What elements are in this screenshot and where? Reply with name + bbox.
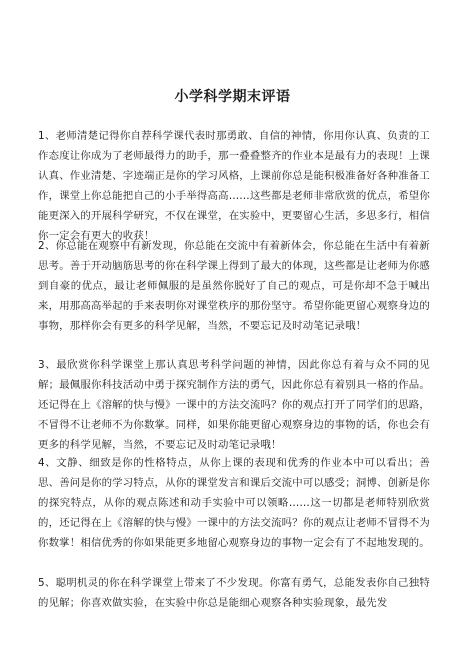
comment-paragraph-1: 1、老师清楚记得你自荐科学课代表时那勇敢、自信的神情，你用你认真、负责的工作态度让你成为了老师最得力的助手，那一叠叠整齐的作业本是最有力的表现！上课认真、作业清楚、字迹端正是你的学习风格，上课前你总是能积极准备好各种准备工作，课堂上你总能把自己的小手举得高高……这些都是老师非常欣赏的优点，希望你能更深入的开展科学研究，不仅在课堂，在实验中，更要留心生活，多思多行，相信你一定会有更大的收获！ — [38, 130, 430, 242]
comment-paragraph-2: 2、你总能在观察中有新发现，你总能在交流中有着新体会，你总能在生活中有着新思考。善于开动脑筋思考的你在科学课上得到了最大的体现，这些都是让老师为你感到自豪的优点，最让老师佩服的是虽然你脱好了自己的观点，可是你却不急于喊出来，用那高高举起的手来表明你对课堂秩序的那份坚守。希望你能更留心观察身边的事物，那样你会有更多的科学见解，当然，不要忘记及时动笔记录哦！ — [38, 240, 430, 332]
comment-paragraph-4: 4、文静、细致是你的性格特点，从你上课的表现和优秀的作业本中可以看出；善思、善问是你的学习特点，从你的课堂发言和课后交流中可以感受；洞博、创新是你的探究特点，从你的观点陈述和动手实验中可以领略……这一切都是老师特别欣赏的，还记得在上《溶解的快与慢》一课中的方法交流吗？你的观点让老师不冒得不为你数掌！相信优秀的你如果能更多地留心观察身边的事物一定会有了不起地发现的。 — [38, 457, 430, 549]
comment-paragraph-3: 3、最欣赏你科学课堂上那认真思考科学问题的神情，因此你总有着与众不同的见解；最佩服你科技活动中勇于探究制作方法的勇气，因此你总有着别具一格的作品。还记得在上《溶解的快与慢》一课中的方法交流吗？你的观点打开了同学们的思路，不冒得不让老师不为你数掌。同样，如果你能更留心观察身边的事物的话，你也会有更多的科学见解，当然，不要忘记及时动笔记录哦！ — [38, 359, 430, 451]
document-title: 小学科学期末评语 — [174, 89, 291, 105]
comment-paragraph-5: 5、聪明机灵的你在科学课堂上带来了不少发现。你富有勇气，总能发表你自己独特的见解；你喜欢做实验，在实验中你总是能细心观察各种实验现象，最先发 — [38, 577, 430, 609]
